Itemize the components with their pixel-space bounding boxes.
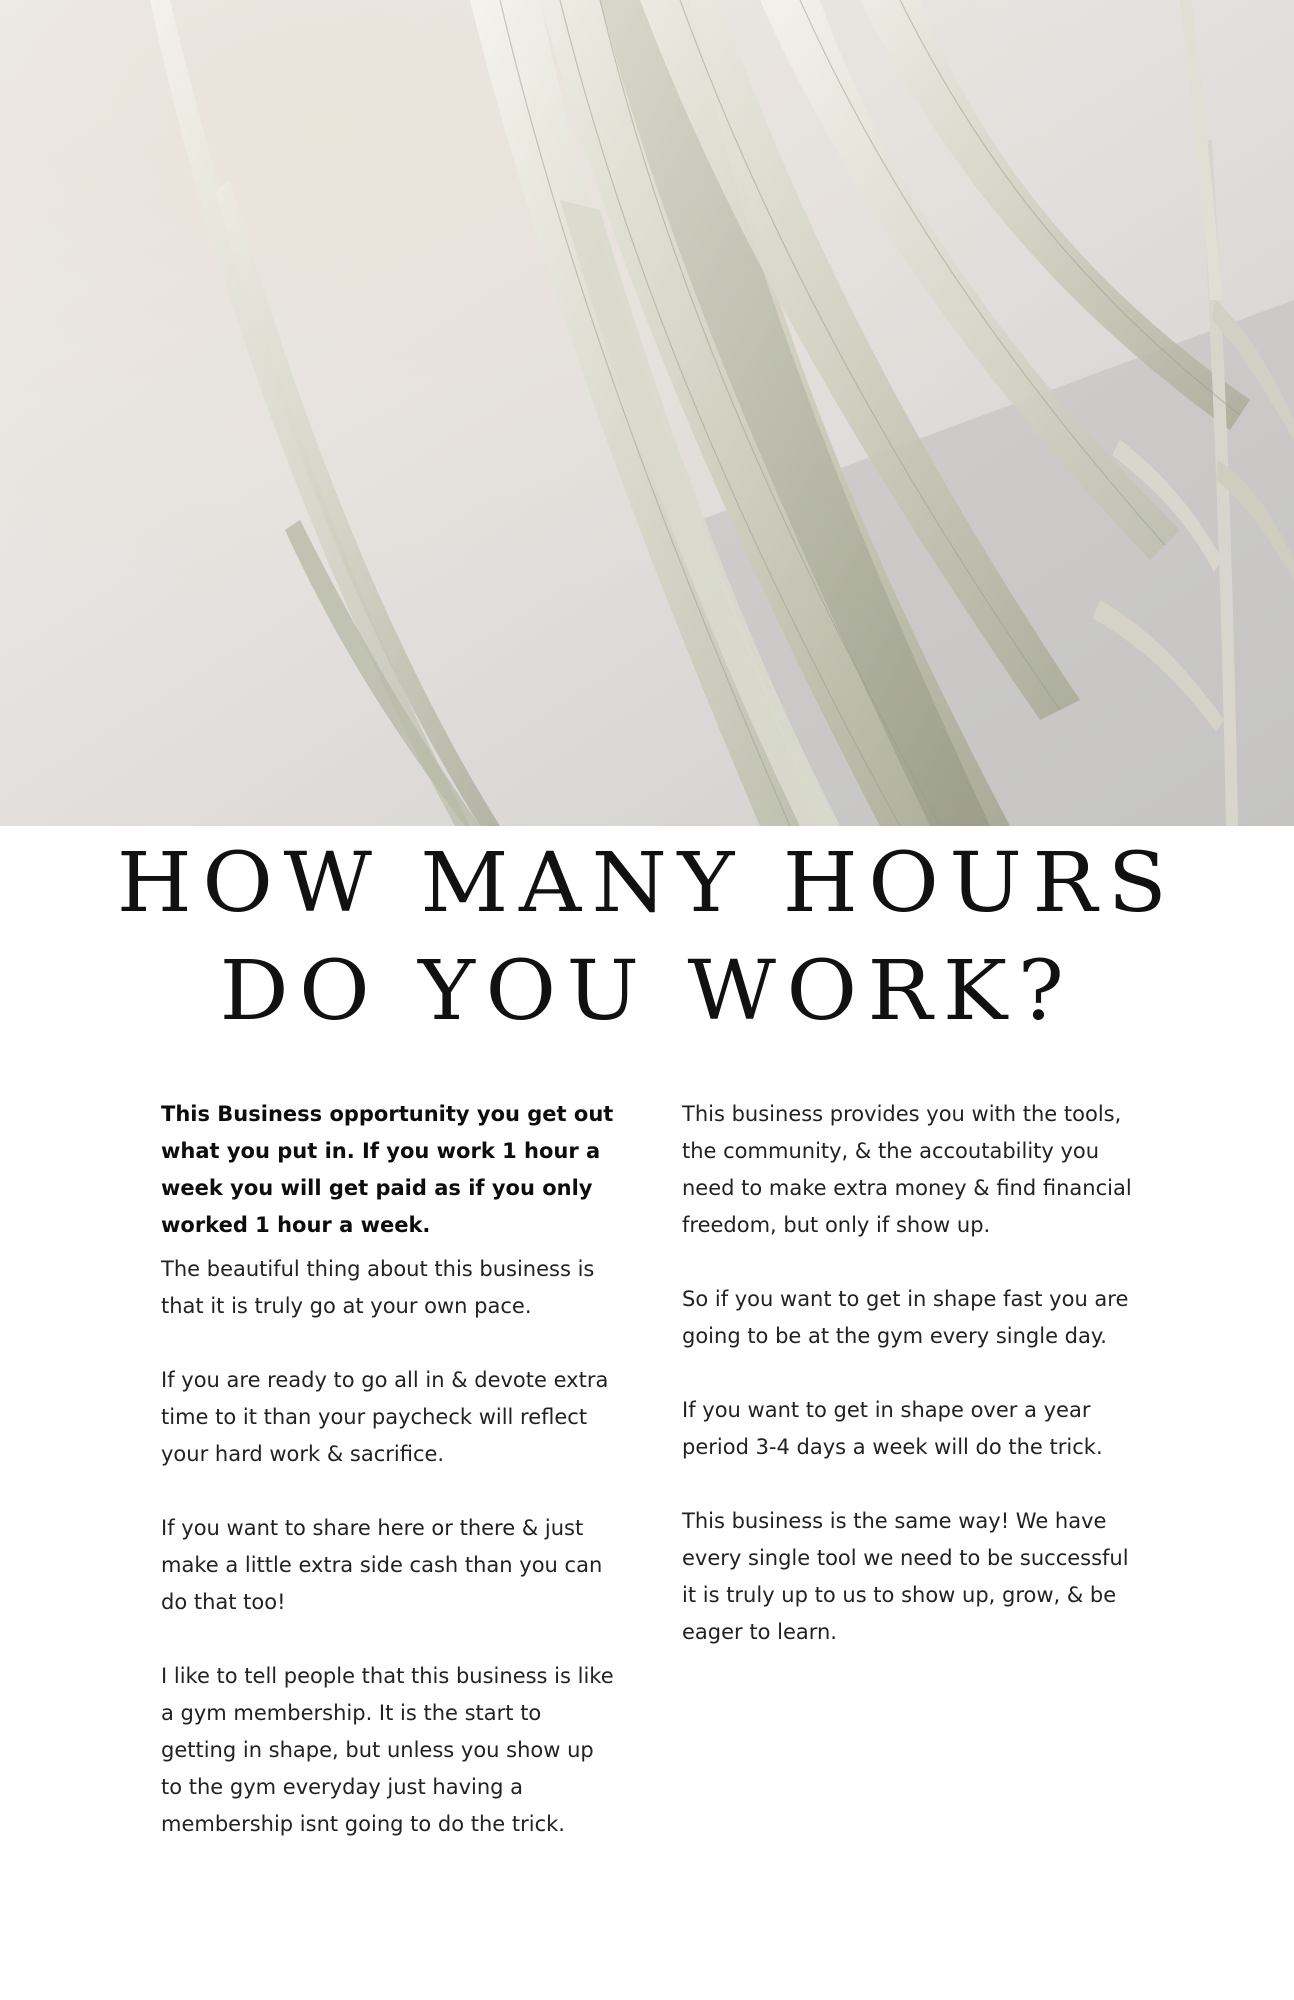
right-column xyxy=(682,1096,1142,1688)
body-paragraph: If you are ready to go all in & devote extra time to it than your paycheck will reflect your hard work & sacrifice. xyxy=(161,1368,609,1466)
hero-image xyxy=(0,0,1294,826)
left-column xyxy=(161,1096,621,1880)
title-line-2: DO YOU WORK? xyxy=(219,944,1075,1039)
body-paragraph: I like to tell people that this business is like a gym membership. It is the start to getting in shape, but unless you show up to the gym everyday just having a membership isnt going to do the trick. xyxy=(161,1664,614,1836)
lead-paragraph: This Business opportunity you get out what you put in. If you work 1 hour a week you will get paid as if you only worked 1 hour a week. xyxy=(161,1102,614,1237)
body-paragraph: The beautiful thing about this business is that it is truly go at your own pace. xyxy=(161,1257,595,1318)
body-paragraph: So if you want to get in shape fast you are going to be at the gym every single day. xyxy=(682,1287,1129,1348)
page-title xyxy=(0,826,1294,1046)
body-paragraph: This business provides you with the tools, the community, & the accoutability you need to make extra money & find financial freedom, but only if show up. xyxy=(682,1102,1132,1237)
title-line-1: HOW MANY HOURS xyxy=(116,836,1178,931)
body-paragraph: If you want to get in shape over a year period 3-4 days a week will do the trick. xyxy=(682,1398,1103,1459)
body-paragraph: If you want to share here or there & just make a little extra side cash than you can do that too! xyxy=(161,1516,603,1614)
palm-leaves-photo xyxy=(0,0,1294,826)
body-paragraph: This business is the same way! We have every single tool we need to be successful it is truly up to us to show up, grow, & be eager to learn. xyxy=(682,1509,1129,1644)
